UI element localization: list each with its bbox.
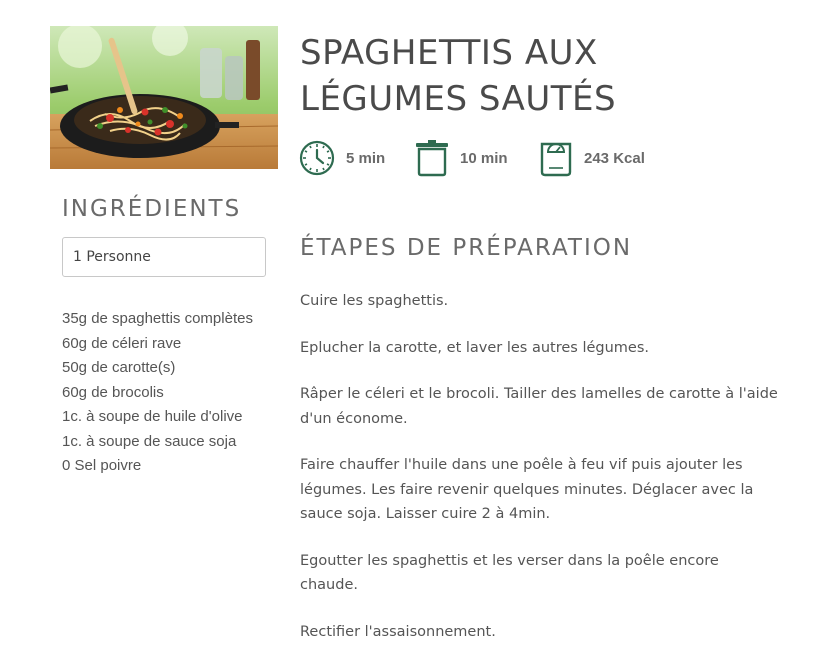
pot-icon	[414, 139, 450, 177]
recipe-photo	[50, 26, 278, 169]
clock-icon	[298, 139, 336, 177]
step-item: Eplucher la carotte, et laver les autres légumes.	[300, 339, 649, 356]
calories	[538, 138, 645, 178]
ingredient-item: 1c. à soupe de huile d'olive	[62, 408, 243, 425]
ingredient-item: 60g de céleri rave	[62, 334, 182, 352]
step-item: Faire chauffer l'huile dans une poêle à feu vif puis ajouter les légumes. Les faire revenir quelques minutes. Déglacer avec la sauce soja. Laisser cuire 2 à 4min.	[300, 457, 754, 522]
ingredient-item: 0 Sel poivre	[62, 457, 142, 474]
ingredient-item: 50g de carotte(s)	[62, 359, 176, 376]
scale-icon	[538, 139, 574, 177]
preparation-heading: ÉTAPES DE PRÉPARATION	[300, 235, 633, 261]
cook-time-value: 10 min	[460, 149, 508, 167]
ingredients-list	[62, 307, 253, 479]
page-title	[300, 30, 616, 122]
title-line-1: SPAGHETTIS AUX	[300, 33, 598, 73]
prep-time-value: 5 min	[346, 149, 386, 167]
ingredient-item: 60g de brocolis	[62, 383, 164, 401]
step-item: Rectifier l'assaisonnement.	[300, 623, 496, 640]
ingredient-item: 35g de spaghettis complètes	[62, 310, 253, 327]
step-item: Râper le céleri et le brocoli. Tailler des lamelles de carotte à l'aide d'un économe.	[300, 386, 778, 427]
title-line-2: LÉGUMES SAUTÉS	[300, 79, 617, 119]
servings-select[interactable]: 1 Personne	[62, 237, 266, 277]
ingredient-item: 1c. à soupe de sauce soja	[62, 432, 237, 450]
calories-value: 243 Kcal	[584, 149, 645, 167]
ingredients-heading: INGRÉDIENTS	[62, 196, 242, 222]
preparation-steps	[300, 289, 780, 666]
step-item: Cuire les spaghettis.	[300, 293, 449, 309]
step-item: Egoutter les spaghettis et les verser dans la poêle encore chaude.	[300, 552, 719, 593]
prep-time	[298, 138, 385, 178]
cook-time	[414, 138, 508, 178]
